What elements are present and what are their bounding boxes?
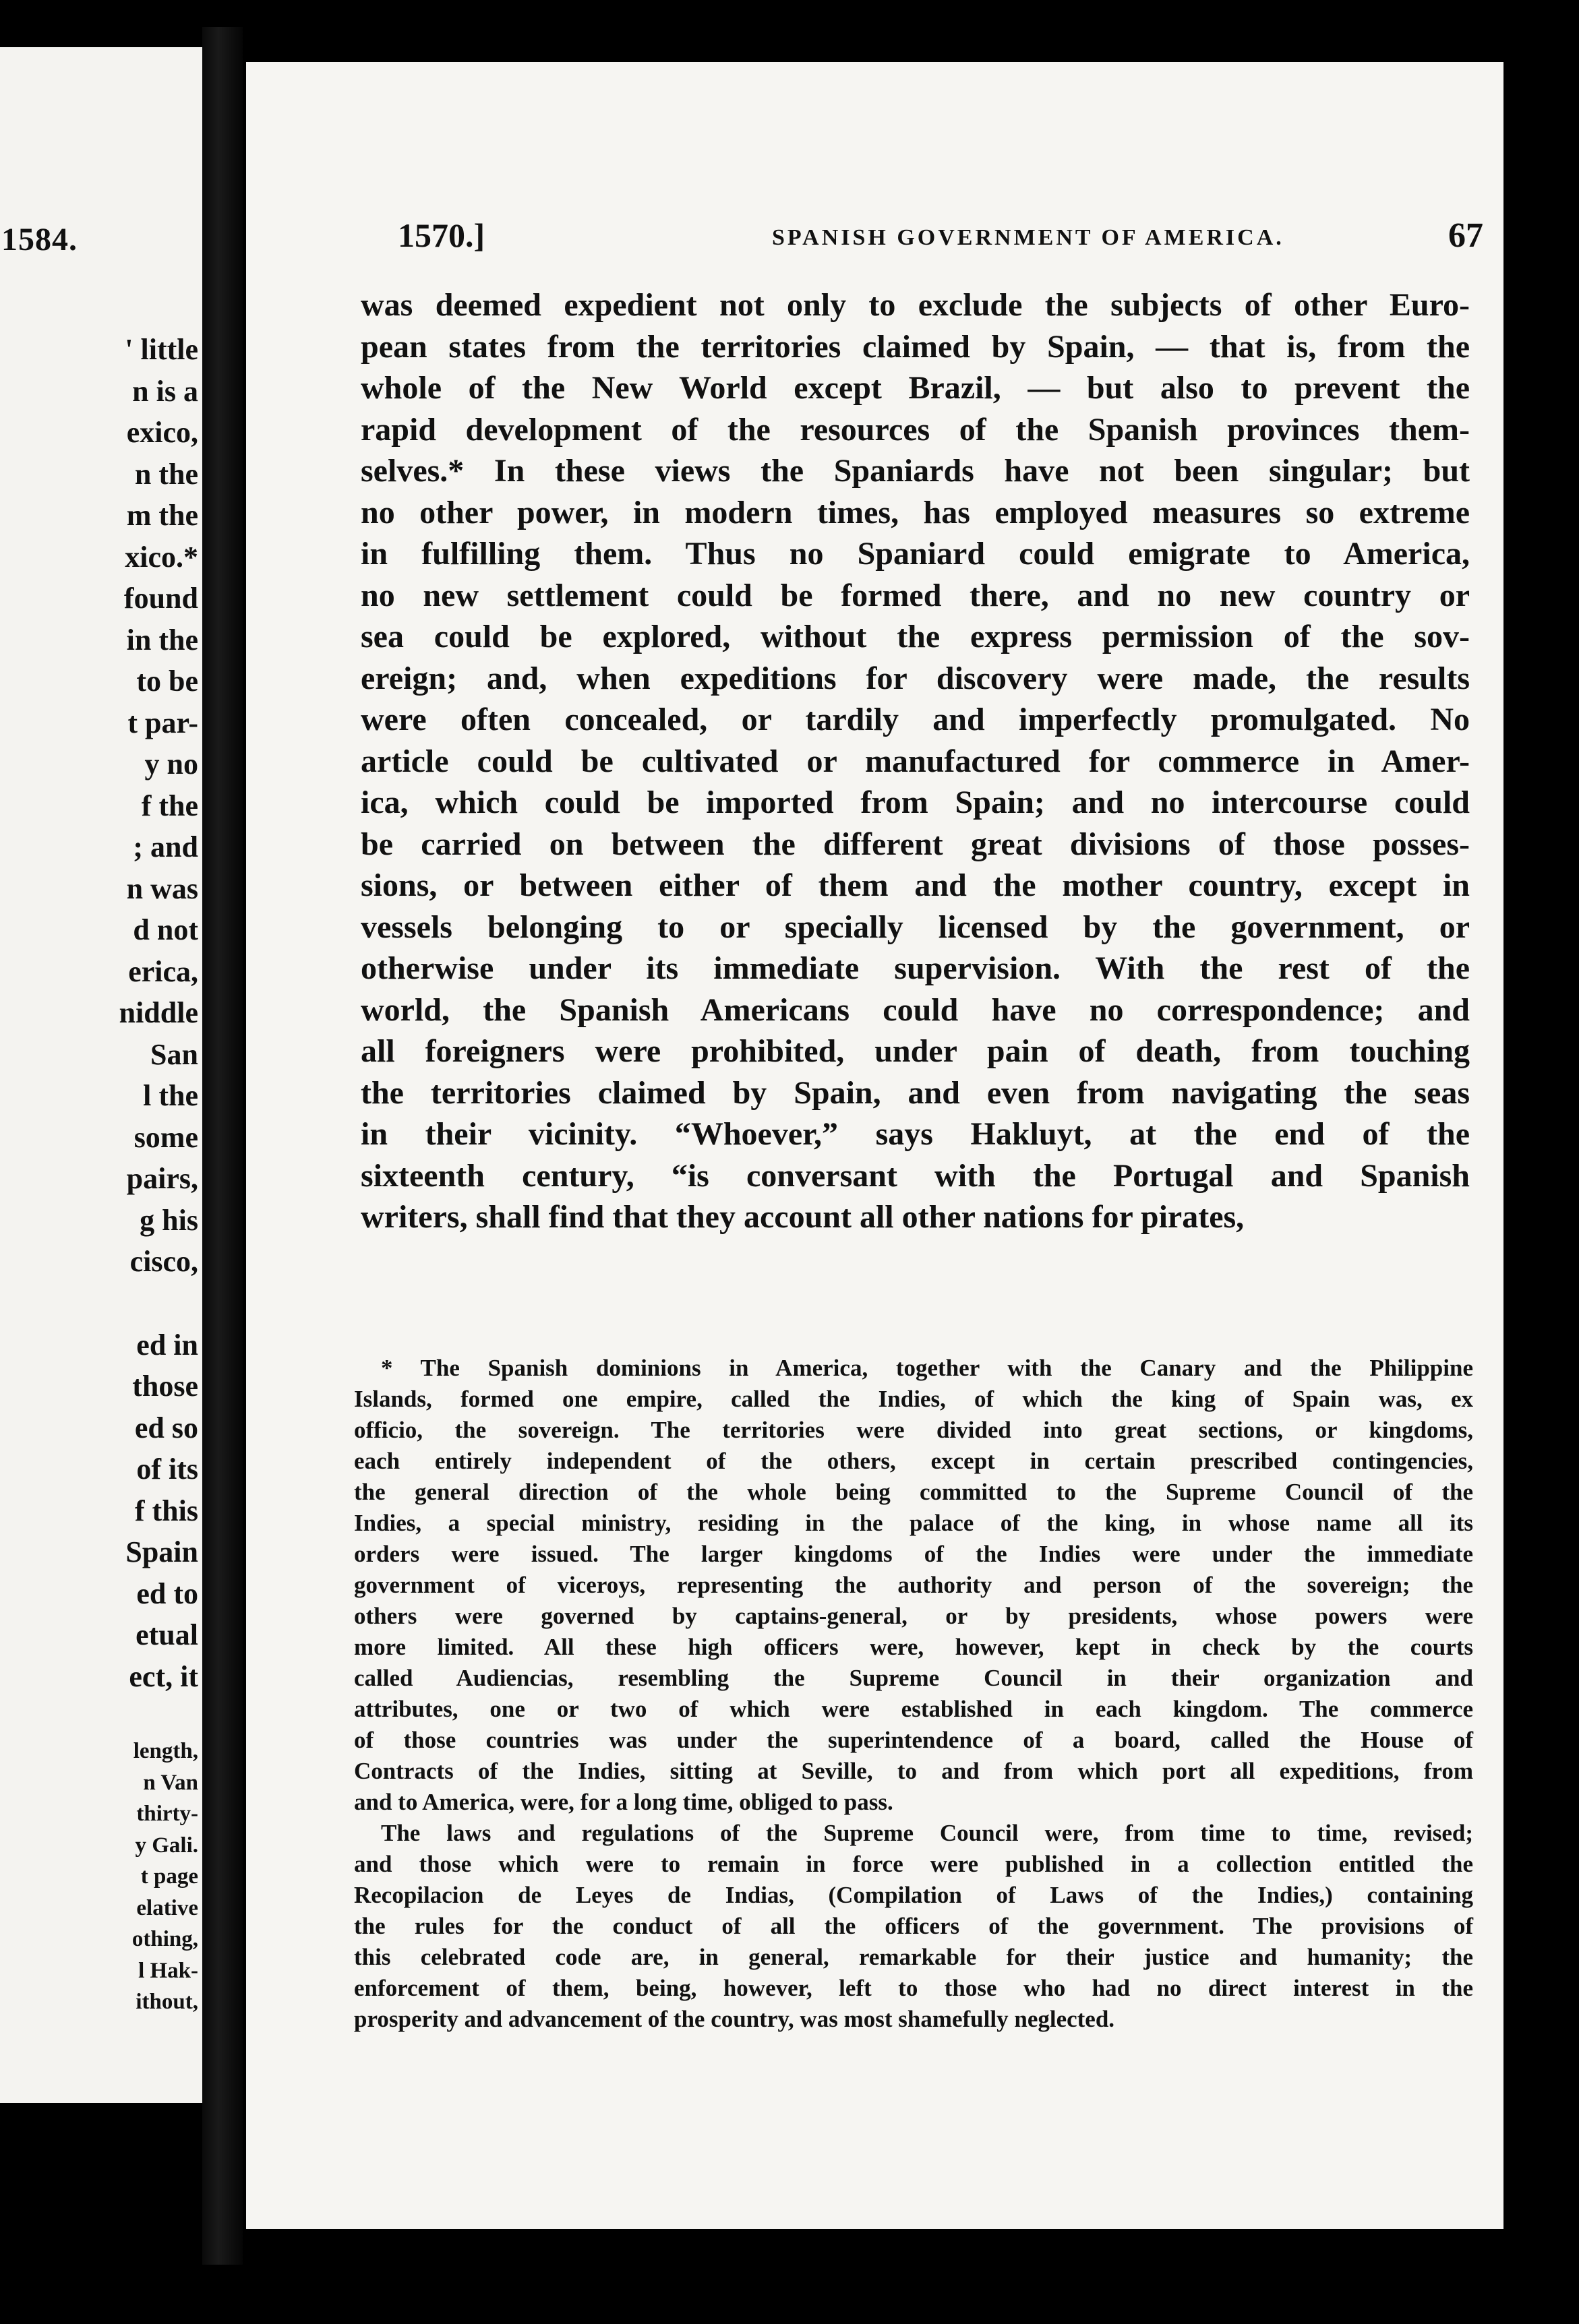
left-page-line: Spain (125, 1535, 198, 1568)
left-page-line: ' little (125, 333, 198, 366)
header-year: 1570.] (398, 216, 485, 254)
body-line: whole of the New World except Brazil, — but also to prevent the (361, 370, 1470, 406)
footnote-line: of those countries was under the superintendence of a board, called the House of (354, 1727, 1473, 1753)
footnote-line: prosperity and advancement of the country, was most shamefully neglected. (354, 2006, 1115, 2032)
body-line: writers, shall find that they account all other nations for pirates, (361, 1199, 1245, 1235)
left-page-line: found (123, 582, 198, 615)
left-page-line: y no (144, 747, 198, 781)
footnote-line: enforcement of them, being, however, left to those who had no direct interest in the (354, 1975, 1473, 2001)
footnote-line: the general direction of the whole being committed to the Supreme Council of the (354, 1479, 1473, 1505)
left-page-line: f the (141, 789, 198, 822)
page-number: 67 (1448, 216, 1483, 255)
body-line: all foreigners were prohibited, under pain of death, from touching (361, 1033, 1470, 1069)
body-line: in fulfilling them. Thus no Spaniard could emigrate to America, (361, 536, 1470, 572)
body-line: ica, which could be imported from Spain; and no intercourse could (361, 785, 1470, 820)
left-page-note-line: ithout, (136, 1990, 198, 2014)
left-page-footnote-column (3, 1736, 198, 2018)
left-page-line: etual (136, 1618, 198, 1651)
footnote-line: and those which were to remain in force were published in a collection entitled the (354, 1851, 1473, 1877)
left-page-line: erica, (128, 954, 198, 988)
footnotes (354, 1353, 1473, 2035)
left-page-line: n is a (132, 374, 198, 408)
body-line: sixteenth century, “is conversant with the Portugal and Spanish (361, 1157, 1470, 1194)
left-page-text-column (3, 329, 198, 1697)
left-page-line: f this (134, 1494, 198, 1527)
left-page-line: of its (136, 1452, 198, 1486)
left-page-line: ed in (136, 1328, 198, 1362)
left-page-line: t par- (127, 706, 198, 739)
scan-background (1503, 40, 1579, 2324)
footnote-line: The laws and regulations of the Supreme Council were, from time to time, revised; (381, 1820, 1473, 1846)
left-page-line: xico.* (125, 540, 198, 574)
body-line: no other power, in modern times, has employed measures so extreme (361, 494, 1470, 530)
footnote-line: more limited. All these high officers were, however, kept in check by the courts (354, 1634, 1473, 1660)
left-page-note-line: elative (136, 1895, 198, 1920)
left-page-note-line: y Gali. (135, 1833, 198, 1858)
left-page-line: San (150, 1037, 198, 1071)
left-page-line: g his (140, 1203, 198, 1237)
body-line: sea could be explored, without the express permission of the sov- (361, 619, 1470, 654)
footnote-line: each entirely independent of the others, except in certain prescribed contingencies, (354, 1448, 1473, 1474)
left-page-line: exico, (126, 416, 198, 449)
left-page-note-line: t page (140, 1864, 198, 1889)
body-line: no new settlement could be formed there, and no new country or (361, 577, 1470, 613)
footnote-line: Indies, a special ministry, residing in the palace of the king, in whose name all its (354, 1510, 1473, 1536)
left-page-line: niddle (119, 996, 198, 1029)
footnote-line: Contracts of the Indies, sitting at Seville, to and from which port all expeditions, from (354, 1758, 1473, 1784)
footnote-line: officio, the sovereign. The territories were divided into great sections, or kingdoms, (354, 1417, 1473, 1443)
body-line: sions, or between either of them and the mother country, except in (361, 867, 1470, 903)
footnote-line: * The Spanish dominions in America, together with the Canary and the Philippine (381, 1355, 1473, 1381)
footnote-line: orders were issued. The larger kingdoms of the Indies were under the immediate (354, 1541, 1473, 1567)
body-line: world, the Spanish Americans could have no correspondence; and (361, 991, 1470, 1028)
left-page-line: l the (143, 1079, 198, 1112)
left-page-line: pairs, (126, 1162, 198, 1195)
footnote-line: and to America, were, for a long time, obliged to pass. (354, 1789, 893, 1815)
body-line: vessels belonging to or specially licensed by the government, or (361, 909, 1470, 945)
body-line: rapid development of the resources of the Spanish provinces them- (361, 411, 1470, 448)
left-page-line: m the (126, 499, 198, 532)
left-page-note-line: othing, (131, 1927, 198, 1951)
left-page-line: ed to (136, 1577, 198, 1610)
body-line: article could be cultivated or manufactured for commerce in Amer- (361, 743, 1470, 779)
left-page-line: ; and (133, 830, 198, 863)
body-text (361, 284, 1470, 1238)
body-line: was deemed expedient not only to exclude the subjects of other Euro- (361, 287, 1470, 323)
running-header (398, 216, 1490, 263)
footnote-line: others were governed by captains-general, or by presidents, whose powers were (354, 1603, 1473, 1629)
left-page-line: some (133, 1120, 198, 1154)
left-page-fragment (0, 47, 202, 2103)
footnote-line: government of viceroys, representing the authority and person of the sovereign; the (354, 1572, 1473, 1598)
footnote-line: the rules for the conduct of all the officers of the government. The provisions of (354, 1913, 1473, 1939)
body-line: selves.* In these views the Spaniards have not been singular; but (361, 453, 1470, 489)
body-line: otherwise under its immediate supervision. With the rest of the (361, 950, 1470, 986)
left-page-line: ed so (134, 1411, 198, 1444)
left-page-line: n was (126, 872, 198, 905)
footnote-line: called Audiencias, resembling the Supreme Council in their organization and (354, 1665, 1473, 1691)
body-line: be carried on between the different great divisions of those posses- (361, 826, 1470, 862)
left-page-note-line: thirty- (136, 1802, 198, 1826)
left-page-line: n the (134, 457, 198, 491)
body-line: pean states from the territories claimed by Spain, — that is, from the (361, 328, 1470, 365)
left-page-line: those (132, 1370, 198, 1403)
left-page-note-line: l Hak- (138, 1958, 198, 1983)
right-page (246, 62, 1503, 2229)
header-title: SPANISH GOVERNMENT OF AMERICA. (772, 225, 1284, 250)
left-page-note-line: n Van (143, 1770, 198, 1795)
footnote-line: attributes, one or two of which were established in each kingdom. The commerce (354, 1696, 1473, 1722)
footnote-line: this celebrated code are, in general, remarkable for their justice and humanity; the (354, 1944, 1473, 1970)
left-page-line: ect, it (129, 1659, 198, 1693)
left-page-line: d not (133, 913, 198, 946)
body-line: the territories claimed by Spain, and even from navigating the seas (361, 1074, 1470, 1111)
left-page-line (3, 1283, 198, 1324)
footnote-line: Islands, formed one empire, called the Indies, of which the king of Spain was, ex (354, 1386, 1473, 1412)
left-page-line: to be (136, 665, 198, 698)
left-page-line: in the (126, 623, 198, 656)
left-page-running-head: 1584. (1, 222, 78, 257)
left-page-line: cisco, (129, 1245, 198, 1278)
footnote-line: Recopilacion de Leyes de Indias, (Compilation of Laws of the Indies,) containing (354, 1882, 1473, 1908)
body-line: in their vicinity. “Whoever,” says Hakluyt, at the end of the (361, 1116, 1470, 1152)
book-gutter (202, 27, 243, 2265)
left-page-note-line: length, (133, 1739, 198, 1763)
body-line: were often concealed, or tardily and imperfectly promulgated. No (361, 702, 1470, 737)
body-line: ereign; and, when expeditions for discovery were made, the results (361, 660, 1470, 696)
